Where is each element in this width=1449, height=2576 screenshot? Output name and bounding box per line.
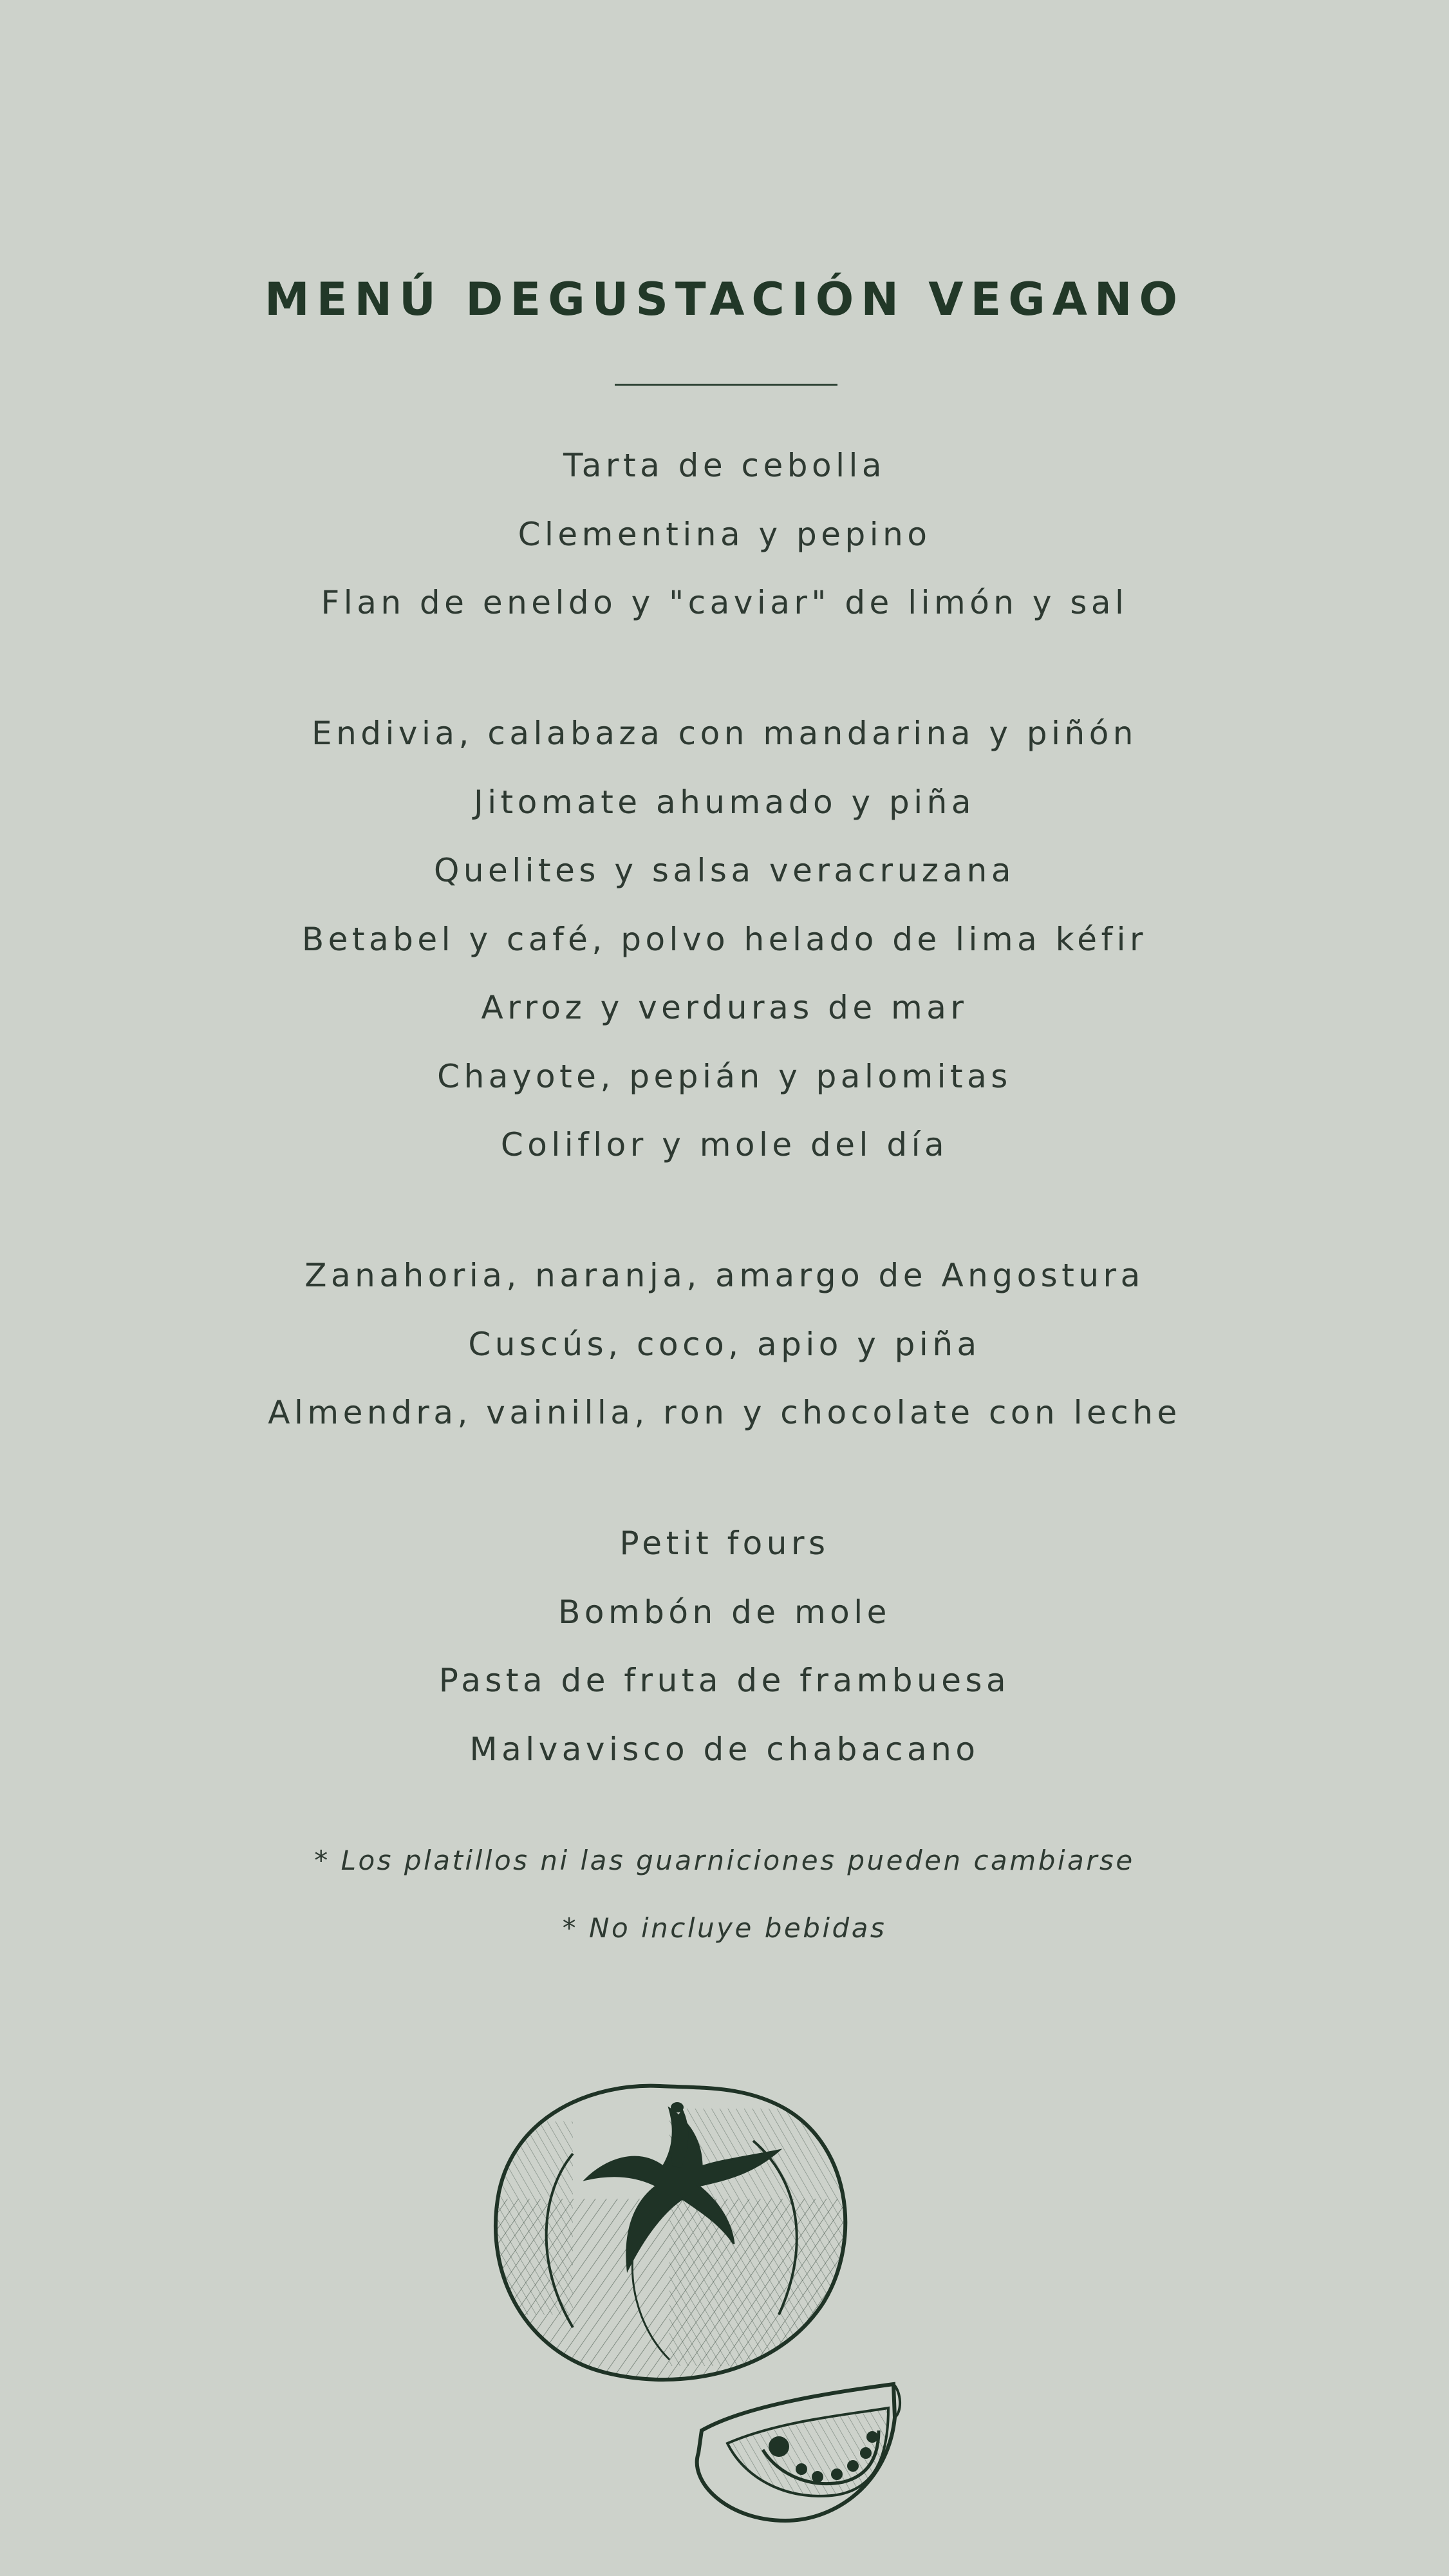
note-no-drinks: * No incluye bebidas [562,1912,887,1944]
course-4 [0,1509,1449,1783]
menu-item: Quelites y salsa veracruzana [433,852,1016,889]
menu-item: Clementina y pepino [518,515,931,553]
menu-item: Bombón de mole [558,1593,891,1631]
course-3 [0,1241,1449,1447]
course-1 [0,431,1449,637]
menu-title: MENÚ DEGUSTACIÓN VEGANO [265,273,1184,326]
title-divider [615,384,837,386]
menu-item: Coliflor y mole del día [500,1126,949,1163]
tomato-illustration-icon [476,2070,966,2534]
menu-item: Flan de eneldo y "caviar" de limón y sal [321,584,1128,621]
menu-item: Almendra, vainilla, ron y chocolate con leche [268,1394,1181,1431]
note-no-changes: * Los platillos ni las guarniciones pueden cambiarse [314,1845,1135,1876]
menu-item: Malvavisco de chabacano [469,1730,980,1768]
menu-item: Arroz y verduras de mar [481,989,968,1026]
menu-item: Zanahoria, naranja, amargo de Angostura [304,1257,1145,1294]
menu-item: Jitomate ahumado y piña [474,783,975,821]
menu-item: Betabel y café, polvo helado de lima kéfir [301,920,1148,958]
menu-item: Pasta de fruta de frambuesa [438,1662,1011,1699]
menu-item: Tarta de cebolla [563,447,886,484]
menu-item: Cuscús, coco, apio y piña [468,1325,981,1363]
menu-item: Endivia, calabaza con mandarina y piñón [312,715,1137,752]
course-2 [0,699,1449,1180]
menu-item: Chayote, pepián y palomitas [437,1057,1012,1095]
menu-item: Petit fours [619,1525,830,1562]
